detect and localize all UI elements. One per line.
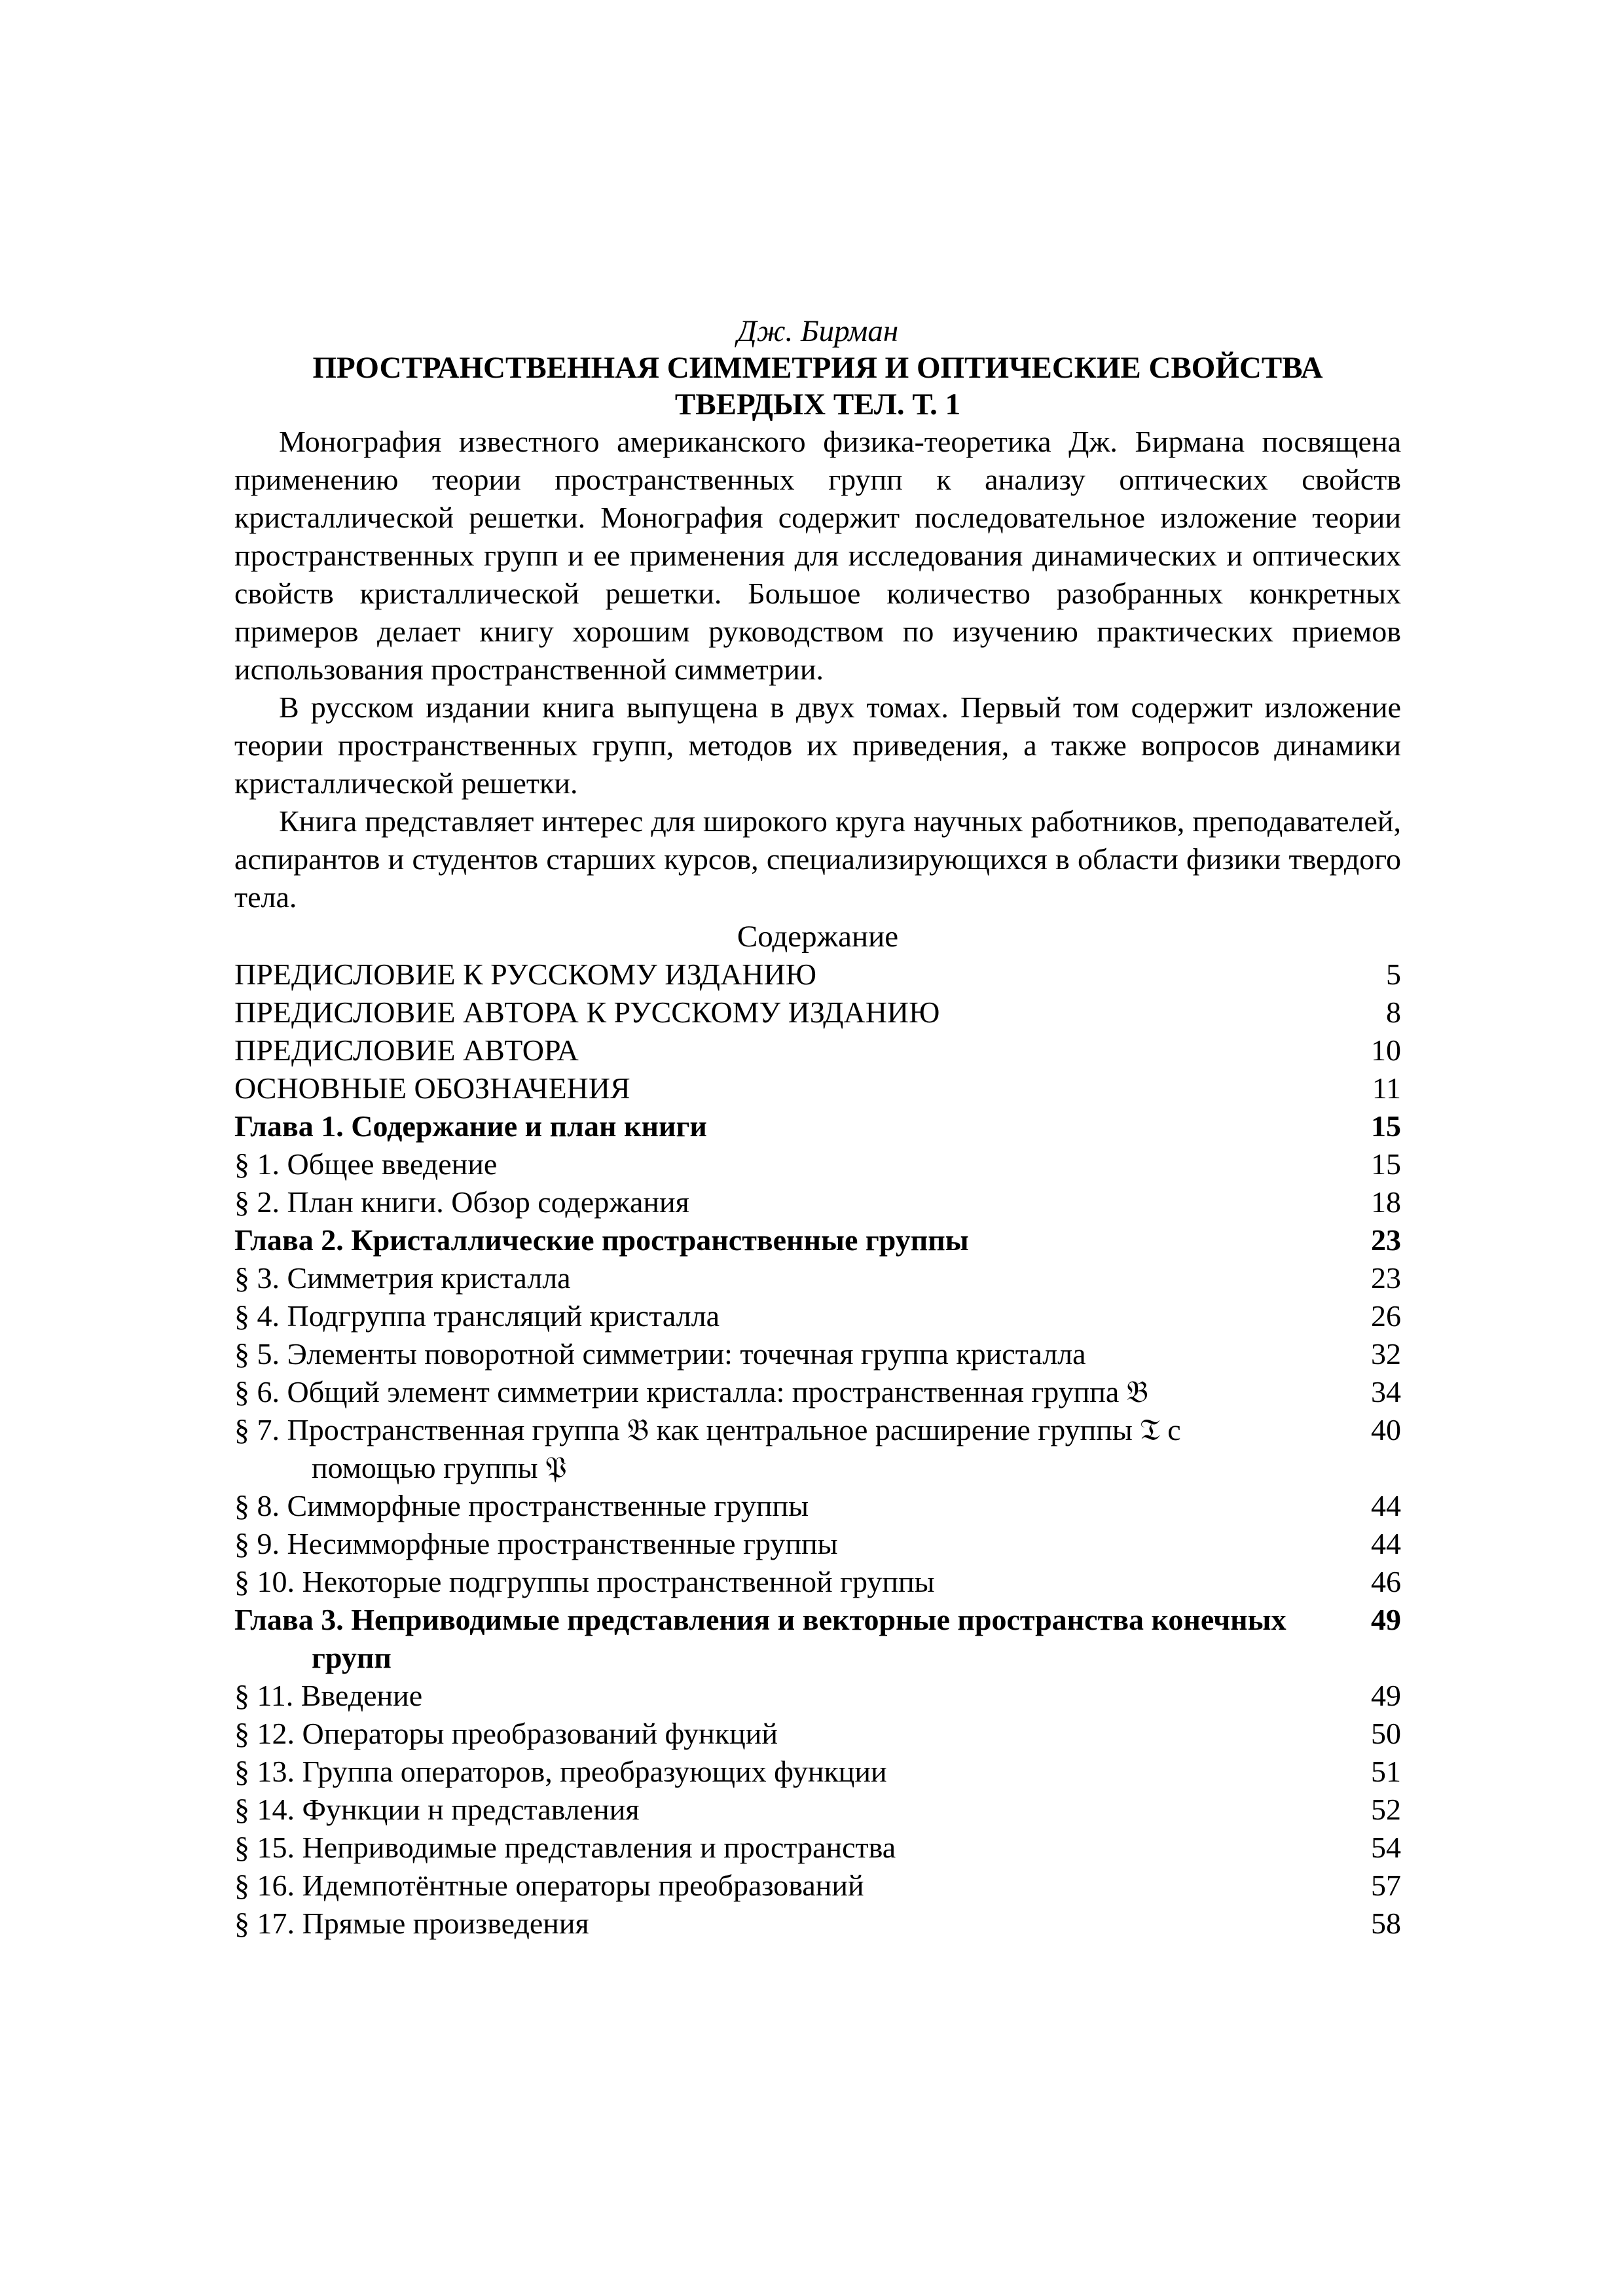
toc-page-number: 23 [1371,1261,1401,1295]
toc-entry-title: Глава 2. Кристаллические пространственные группы [234,1223,969,1257]
toc-chapter-row [234,1601,1401,1677]
toc-entry-row [234,1373,1401,1411]
toc-entry-title: § 8. Симморфные пространственные группы [234,1489,809,1522]
toc-entry-row [234,1259,1401,1297]
toc-entry-title: § 7. Пространственная группа 𝔅 как центральное расширение группы 𝔗 с помощью группы 𝔓 [234,1413,1181,1484]
toc-entry-title: Глава 3. Неприводимые представления и векторные пространства конечных групп [234,1603,1286,1674]
toc-entry-title: § 2. План книги. Обзор содержания [234,1185,689,1219]
toc-entry-title: § 5. Элементы поворотной симметрии: точечная группа кристалла [234,1337,1086,1371]
toc-page-number: 49 [1371,1603,1401,1636]
toc-page-number: 50 [1371,1717,1401,1750]
toc-page-number: 57 [1371,1869,1401,1902]
toc-entry-row [234,1487,1401,1525]
toc-entry-row [234,1069,1401,1107]
toc-page-number: 34 [1371,1375,1401,1408]
book-title-line-1: ПРОСТРАНСТВЕННАЯ СИММЕТРИЯ И ОПТИЧЕСКИЕ СВОЙСТВА [312,351,1323,385]
toc-chapter-row [234,1221,1401,1259]
toc-page-number: 10 [1371,1033,1401,1067]
toc-entry-title: ОСНОВНЫЕ ОБОЗНАЧЕНИЯ [234,1071,630,1105]
toc-entry-row [234,1335,1401,1373]
toc-entry-row [234,1145,1401,1183]
toc-page-number: 54 [1371,1831,1401,1864]
toc-page-number: 26 [1371,1299,1401,1333]
toc-entry-title: § 11. Введение [234,1679,423,1712]
toc-page-number: 58 [1371,1907,1401,1940]
toc-page-number: 5 [1386,958,1401,991]
table-of-contents [234,956,1401,1943]
toc-entry-row [234,1031,1401,1069]
toc-page-number: 44 [1371,1489,1401,1522]
toc-entry-row [234,1563,1401,1601]
toc-entry-title: § 4. Подгруппа трансляций кристалла [234,1299,720,1333]
book-title-line-2: ТВЕРДЫХ ТЕЛ. Т. 1 [674,387,961,422]
toc-entry-row [234,1867,1401,1905]
toc-entry-title: § 10. Некоторые подгруппы пространственной группы [234,1565,935,1598]
toc-entry-title: § 16. Идемпотёнтные операторы преобразований [234,1869,864,1902]
toc-entry-title: § 1. Общее введение [234,1147,498,1181]
toc-page-number: 32 [1371,1337,1401,1371]
annotation-paragraph: Книга представляет интерес для широкого круга научных работников, преподавателей, аспирантов и студентов старших курсов, специализирующихся в области физики твердого тела. [234,804,1401,914]
toc-entry-row [234,1297,1401,1335]
toc-entry-row [234,1715,1401,1753]
toc-entry-row [234,956,1401,994]
toc-page-number: 15 [1371,1147,1401,1181]
toc-entry-title: § 6. Общий элемент симметрии кристалла: пространственная группа 𝔅 [234,1375,1149,1408]
toc-entry-title: § 13. Группа операторов, преобразующих функции [234,1755,887,1788]
toc-entry-title: § 9. Несимморфные пространственные группы [234,1527,838,1560]
toc-entry-title: ПРЕДИСЛОВИЕ К РУССКОМУ ИЗДАНИЮ [234,958,817,991]
annotation-paragraph: В русском издании книга выпущена в двух томах. Первый том содержит изложение теории пространственных групп, методов их приведения, а также вопросов динамики кристаллической решетки. [234,691,1401,800]
document-page [234,313,1401,1943]
toc-entry-row [234,1411,1401,1487]
toc-chapter-row [234,1107,1401,1145]
toc-entry-title: ПРЕДИСЛОВИЕ АВТОРА К РУССКОМУ ИЗДАНИЮ [234,996,940,1029]
toc-entry-row [234,994,1401,1031]
toc-entry-row [234,1905,1401,1943]
author: Дж. Бирман [737,314,899,348]
toc-entry-row [234,1183,1401,1221]
toc-entry-title: § 3. Симметрия кристалла [234,1261,571,1295]
toc-entry-row [234,1791,1401,1829]
toc-page-number: 51 [1371,1755,1401,1788]
toc-page-number: 18 [1371,1185,1401,1219]
toc-page-number: 11 [1372,1071,1401,1105]
toc-entry-title: ПРЕДИСЛОВИЕ АВТОРА [234,1033,579,1067]
toc-page-number: 44 [1371,1527,1401,1560]
toc-entry-title: Глава 1. Содержание и план книги [234,1109,707,1143]
toc-entry-row [234,1829,1401,1867]
toc-entry-row [234,1677,1401,1715]
toc-entry-row [234,1753,1401,1791]
toc-page-number: 52 [1371,1793,1401,1826]
toc-page-number: 46 [1371,1565,1401,1598]
annotation-paragraph: Монография известного американского физика-теоретика Дж. Бирмана посвящена применению теории пространственных групп к анализу оптических свойств кристаллической решетки. Монография содержит последовательное изложение теории пространственных групп и ее применения для исследования динамических и оптических свойств кристаллической решетки. Большое количество разобранных конкретных примеров делает книгу хорошим руководством по изучению практических приемов использования пространственной симметрии. [234,425,1401,686]
toc-page-number: 8 [1386,996,1401,1029]
toc-entry-title: § 14. Функции н представления [234,1793,640,1826]
toc-entry-title: § 12. Операторы преобразований функций [234,1717,778,1750]
toc-entry-title: § 17. Прямые произведения [234,1907,589,1940]
toc-page-number: 49 [1371,1679,1401,1712]
toc-entry-row [234,1525,1401,1563]
contents-heading: Содержание [737,920,899,954]
toc-page-number: 40 [1371,1413,1401,1446]
toc-page-number: 23 [1371,1223,1401,1257]
toc-entry-title: § 15. Неприводимые представления и пространства [234,1831,896,1864]
toc-page-number: 15 [1371,1109,1401,1143]
